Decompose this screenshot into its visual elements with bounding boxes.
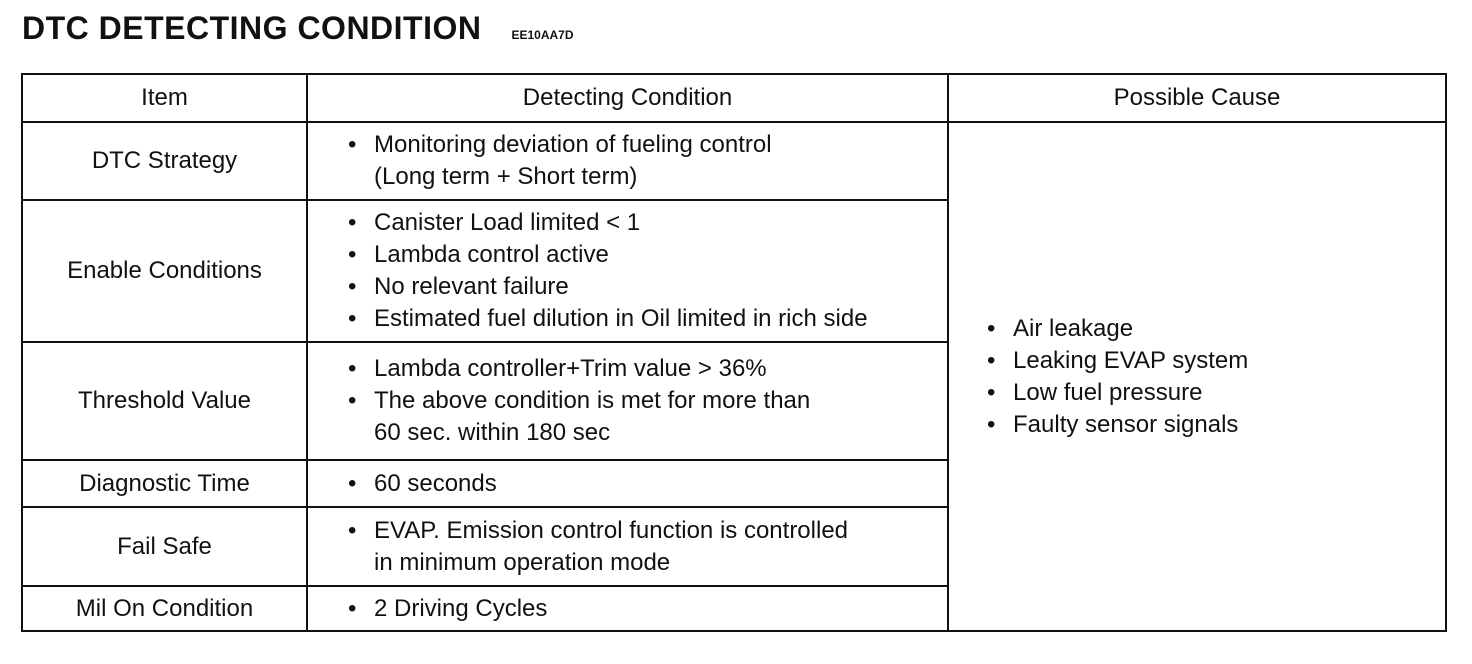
condition-list: [348, 207, 947, 335]
dtc-table: [21, 73, 1447, 632]
list-item: • Estimated fuel dilution in Oil limited in rich side: [348, 303, 947, 335]
list-item: • 60 seconds: [348, 468, 947, 500]
list-item: • 2 Driving Cycles: [348, 593, 947, 625]
row-item-label: Mil On Condition: [22, 586, 307, 631]
row-item-label: DTC Strategy: [22, 122, 307, 200]
table-row: [22, 122, 1446, 200]
row-conditions: [307, 586, 948, 631]
column-header-cause: Possible Cause: [948, 74, 1446, 122]
list-item: • Lambda controller+Trim value > 36%: [348, 353, 947, 385]
row-conditions: [307, 122, 948, 200]
list-item: • The above condition is met for more than 60 sec. within 180 sec: [348, 385, 947, 449]
list-item: • Air leakage: [987, 313, 1445, 345]
row-item-label: Enable Conditions: [22, 200, 307, 342]
table-header-row: [22, 74, 1446, 122]
cause-list: [987, 313, 1445, 441]
title-row: [22, 10, 574, 54]
list-item: • Faulty sensor signals: [987, 409, 1445, 441]
condition-list: [348, 515, 947, 579]
list-item: • Low fuel pressure: [987, 377, 1445, 409]
condition-list: [348, 468, 947, 500]
condition-list: [348, 129, 947, 193]
row-item-label: Fail Safe: [22, 507, 307, 586]
list-item: • EVAP. Emission control function is controlled in minimum operation mode: [348, 515, 947, 579]
list-item: • No relevant failure: [348, 271, 947, 303]
row-conditions: [307, 507, 948, 586]
list-item: • Monitoring deviation of fueling control (Long term + Short term): [348, 129, 947, 193]
row-item-label: Threshold Value: [22, 342, 307, 460]
page-title: DTC DETECTING CONDITION: [22, 10, 482, 46]
row-conditions: [307, 200, 948, 342]
condition-list: [348, 353, 947, 449]
row-item-label: Diagnostic Time: [22, 460, 307, 507]
document-code: EE10AA7D: [511, 28, 574, 42]
column-header-condition: Detecting Condition: [307, 74, 948, 122]
row-conditions: [307, 460, 948, 507]
list-item: • Leaking EVAP system: [987, 345, 1445, 377]
column-header-item: Item: [22, 74, 307, 122]
list-item: • Canister Load limited < 1: [348, 207, 947, 239]
possible-cause-cell: [948, 122, 1446, 631]
row-conditions: [307, 342, 948, 460]
list-item: • Lambda control active: [348, 239, 947, 271]
condition-list: [348, 593, 947, 625]
